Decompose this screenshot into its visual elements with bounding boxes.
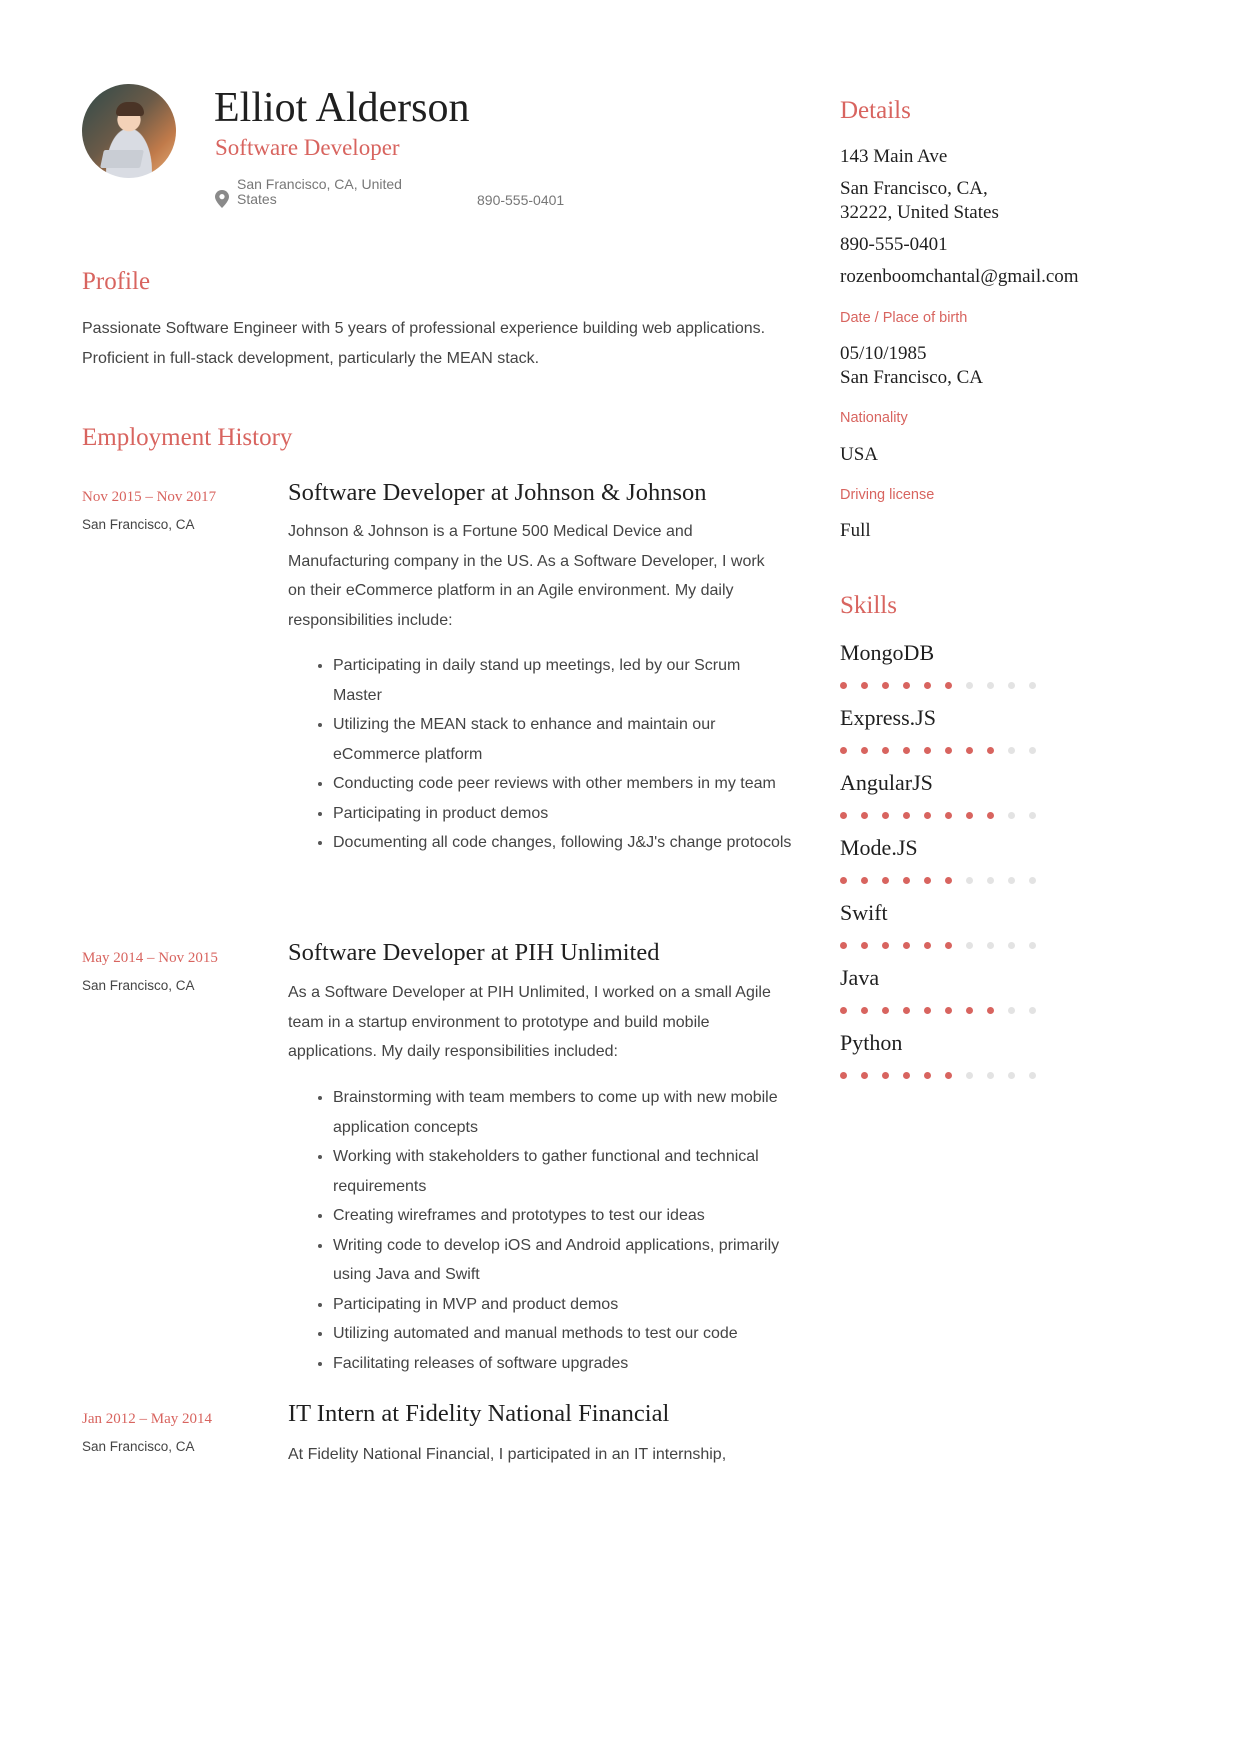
candidate-name: Elliot Alderson — [214, 85, 470, 131]
skill-name: AngularJS — [840, 770, 933, 795]
rating-dot-empty — [1029, 1007, 1036, 1014]
rating-dot-filled — [924, 1072, 931, 1079]
list-item: • Creating wireframes and prototypes to test our ideas — [333, 1201, 793, 1231]
skill-name: Java — [840, 965, 880, 990]
rating-dot-filled — [840, 682, 847, 689]
rating-dot-filled — [903, 747, 910, 754]
rating-dot-filled — [882, 682, 889, 689]
rating-dot-empty — [1008, 942, 1015, 949]
location-pin-icon — [215, 190, 229, 208]
skill-rating — [840, 682, 1040, 690]
list-item: • Facilitating releases of software upgrades — [333, 1349, 793, 1379]
rating-dot-empty — [987, 1072, 994, 1079]
job-responsibilities-list — [315, 1083, 793, 1378]
rating-dot-filled — [945, 877, 952, 884]
license-value: Full — [840, 520, 871, 541]
rating-dot-empty — [1029, 877, 1036, 884]
rating-dot-filled — [903, 812, 910, 819]
rating-dot-empty — [1008, 1007, 1015, 1014]
rating-dot-filled — [987, 747, 994, 754]
rating-dot-filled — [903, 942, 910, 949]
rating-dot-filled — [861, 1007, 868, 1014]
rating-dot-empty — [966, 682, 973, 689]
rating-dot-empty — [1008, 812, 1015, 819]
rating-dot-filled — [840, 747, 847, 754]
details-email: rozenboomchantal@gmail.com — [840, 266, 1079, 287]
rating-dot-empty — [1029, 682, 1036, 689]
rating-dot-filled — [945, 1072, 952, 1079]
skill-name: Python — [840, 1030, 903, 1055]
profile-text: Passionate Software Engineer with 5 years of professional experience building web applications. Proficient in full-stack development, particularly the MEAN stack. — [82, 320, 766, 367]
skill-rating — [840, 942, 1040, 950]
birth-place: San Francisco, CA — [840, 367, 984, 388]
rating-dot-empty — [1029, 812, 1036, 819]
rating-dot-filled — [882, 747, 889, 754]
birth-label: Date / Place of birth — [840, 310, 968, 326]
nationality-value: USA — [840, 444, 879, 465]
rating-dot-filled — [861, 877, 868, 884]
address-line: San Francisco, CA, — [840, 178, 988, 199]
job-location: San Francisco, CA — [82, 978, 195, 993]
rating-dot-filled — [987, 1007, 994, 1014]
job-dates: May 2014 – Nov 2015 — [82, 950, 218, 966]
rating-dot-filled — [861, 942, 868, 949]
list-item: • Writing code to develop iOS and Android applications, primarily using Java and Swift — [333, 1231, 793, 1290]
rating-dot-empty — [1008, 877, 1015, 884]
rating-dot-filled — [945, 812, 952, 819]
list-item: • Participating in product demos — [333, 799, 793, 829]
rating-dot-filled — [861, 682, 868, 689]
job-location: San Francisco, CA — [82, 517, 195, 532]
rating-dot-empty — [1029, 747, 1036, 754]
license-label: Driving license — [840, 487, 935, 503]
rating-dot-filled — [840, 877, 847, 884]
rating-dot-empty — [987, 877, 994, 884]
skill-rating — [840, 747, 1040, 755]
nationality-label: Nationality — [840, 410, 908, 426]
rating-dot-empty — [966, 942, 973, 949]
rating-dot-filled — [882, 877, 889, 884]
rating-dot-empty — [1008, 747, 1015, 754]
rating-dot-filled — [987, 812, 994, 819]
list-item: • Working with stakeholders to gather functional and technical requirements — [333, 1142, 793, 1201]
list-item: • Brainstorming with team members to come up with new mobile application concepts — [333, 1083, 793, 1142]
rating-dot-filled — [882, 812, 889, 819]
rating-dot-filled — [945, 1007, 952, 1014]
rating-dot-filled — [840, 1072, 847, 1079]
rating-dot-filled — [945, 942, 952, 949]
skill-rating — [840, 877, 1040, 885]
job-description: At Fidelity National Financial, I participated in an IT internship, — [288, 1446, 727, 1463]
rating-dot-filled — [945, 747, 952, 754]
address-line: 32222, United States — [840, 202, 999, 223]
rating-dot-empty — [987, 682, 994, 689]
profile-heading: Profile — [82, 268, 151, 295]
skill-name: MongoDB — [840, 640, 935, 665]
skill-rating — [840, 1007, 1040, 1015]
rating-dot-filled — [924, 682, 931, 689]
job-responsibilities-list — [315, 651, 793, 858]
rating-dot-empty — [1029, 1072, 1036, 1079]
rating-dot-filled — [840, 942, 847, 949]
job-dates: Jan 2012 – May 2014 — [82, 1411, 212, 1427]
rating-dot-filled — [861, 812, 868, 819]
rating-dot-filled — [924, 942, 931, 949]
header-location: San Francisco, CA, United States — [237, 176, 402, 207]
rating-dot-filled — [924, 747, 931, 754]
details-phone: 890-555-0401 — [840, 234, 948, 255]
rating-dot-empty — [966, 1072, 973, 1079]
job-title: Software Developer at Johnson & Johnson — [288, 479, 707, 506]
job-title: Software Developer at PIH Unlimited — [288, 939, 660, 966]
rating-dot-filled — [882, 942, 889, 949]
skills-heading: Skills — [840, 592, 897, 619]
candidate-role: Software Developer — [215, 135, 400, 160]
list-item: • Documenting all code changes, following J&J's change protocols — [333, 828, 793, 858]
rating-dot-filled — [882, 1072, 889, 1079]
rating-dot-filled — [966, 747, 973, 754]
rating-dot-filled — [924, 877, 931, 884]
rating-dot-filled — [903, 1007, 910, 1014]
job-description: As a Software Developer at PIH Unlimited, I worked on a small Agile team in a startup environment to prototype and build mobile applications. My daily responsibilities included: — [288, 984, 771, 1061]
rating-dot-filled — [861, 747, 868, 754]
rating-dot-empty — [1029, 942, 1036, 949]
rating-dot-filled — [903, 682, 910, 689]
list-item: • Participating in daily stand up meetings, led by our Scrum Master — [333, 651, 793, 710]
avatar — [82, 84, 176, 178]
rating-dot-filled — [903, 1072, 910, 1079]
rating-dot-filled — [882, 1007, 889, 1014]
list-item: • Conducting code peer reviews with other members in my team — [333, 769, 793, 799]
header-phone: 890-555-0401 — [477, 192, 565, 208]
list-item: • Utilizing automated and manual methods to test our code — [333, 1319, 793, 1349]
rating-dot-empty — [987, 942, 994, 949]
employment-heading: Employment History — [82, 424, 293, 451]
rating-dot-empty — [1008, 1072, 1015, 1079]
skill-name: Swift — [840, 900, 888, 925]
list-item: • Participating in MVP and product demos — [333, 1290, 793, 1320]
rating-dot-empty — [966, 877, 973, 884]
skill-rating — [840, 1072, 1040, 1080]
details-heading: Details — [840, 97, 911, 124]
list-item: • Utilizing the MEAN stack to enhance and maintain our eCommerce platform — [333, 710, 793, 769]
job-location: San Francisco, CA — [82, 1439, 195, 1454]
rating-dot-filled — [924, 812, 931, 819]
rating-dot-filled — [966, 812, 973, 819]
rating-dot-empty — [1008, 682, 1015, 689]
rating-dot-filled — [840, 812, 847, 819]
rating-dot-filled — [861, 1072, 868, 1079]
job-dates: Nov 2015 – Nov 2017 — [82, 489, 217, 505]
rating-dot-filled — [945, 682, 952, 689]
rating-dot-filled — [903, 877, 910, 884]
skill-name: Mode.JS — [840, 835, 918, 860]
job-description: Johnson & Johnson is a Fortune 500 Medical Device and Manufacturing company in the US. As a Software Developer, I work on their eCommerce platform in an Agile environment. My daily responsibilities include: — [288, 523, 765, 629]
skill-name: Express.JS — [840, 705, 936, 730]
job-title: IT Intern at Fidelity National Financial — [288, 1400, 670, 1427]
rating-dot-filled — [840, 1007, 847, 1014]
rating-dot-filled — [966, 1007, 973, 1014]
birth-date: 05/10/1985 — [840, 343, 927, 364]
rating-dot-filled — [924, 1007, 931, 1014]
skill-rating — [840, 812, 1040, 820]
address-line: 143 Main Ave — [840, 146, 948, 167]
